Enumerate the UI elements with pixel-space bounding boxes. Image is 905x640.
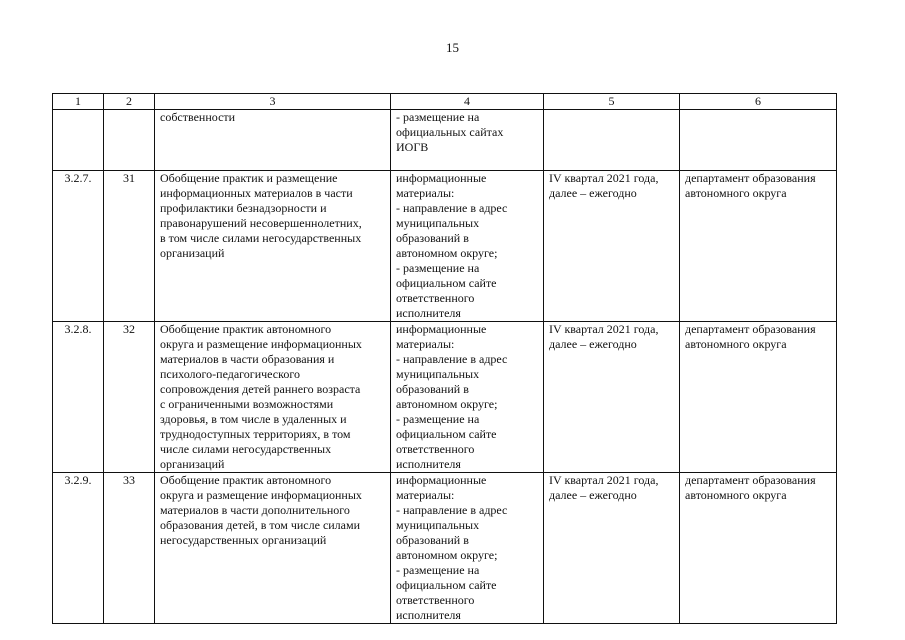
cell-responsible bbox=[680, 171, 837, 322]
cell-line: здоровья, в том числе в удаленных и bbox=[160, 412, 347, 426]
cell-form bbox=[391, 473, 544, 624]
cell-line: исполнителя bbox=[396, 306, 461, 320]
cell-line: материалов в части образования и bbox=[160, 352, 335, 366]
cell-line: материалы: bbox=[396, 337, 455, 351]
cell-line: - направление в адрес bbox=[396, 503, 508, 517]
cell-line: официальных сайтах bbox=[396, 125, 504, 139]
cell-line: информационных материалов в части bbox=[160, 186, 353, 200]
cell-line: официальном сайте bbox=[396, 276, 497, 290]
cell-line: IV квартал 2021 года, bbox=[549, 322, 659, 336]
cell-term bbox=[544, 110, 680, 171]
cell-line: правонарушений несовершеннолетних, bbox=[160, 216, 362, 230]
cell-line: ответственного bbox=[396, 291, 475, 305]
table-row bbox=[53, 473, 837, 624]
measures-table bbox=[52, 93, 837, 624]
cell-term bbox=[544, 473, 680, 624]
cell-line: округа и размещение информационных bbox=[160, 488, 362, 502]
cell-form bbox=[391, 171, 544, 322]
cell-code: 3.2.7. bbox=[53, 171, 104, 322]
cell-line: негосударственных организаций bbox=[160, 533, 327, 547]
cell-line: автономного округа bbox=[685, 337, 787, 351]
cell-num: 31 bbox=[104, 171, 155, 322]
cell-line: ИОГВ bbox=[396, 140, 429, 154]
cell-line: труднодоступных территориях, в том bbox=[160, 427, 351, 441]
cell-line: - направление в адрес bbox=[396, 352, 508, 366]
cell-line: IV квартал 2021 года, bbox=[549, 171, 659, 185]
cell-line: материалов в части дополнительного bbox=[160, 503, 350, 517]
cell-line: сопровождения детей раннего возраста bbox=[160, 382, 361, 396]
cell-description bbox=[155, 322, 391, 473]
cell-line: образования детей, в том числе силами bbox=[160, 518, 361, 532]
cell-description bbox=[155, 110, 391, 171]
cell-description bbox=[155, 473, 391, 624]
cell-form bbox=[391, 322, 544, 473]
cell-responsible bbox=[680, 322, 837, 473]
cell-line: автономного округа bbox=[685, 488, 787, 502]
cell-line: автономного округа bbox=[685, 186, 787, 200]
cell-code: 3.2.8. bbox=[53, 322, 104, 473]
cell-line: в том числе силами негосударственных bbox=[160, 231, 362, 245]
cell-line: - направление в адрес bbox=[396, 201, 508, 215]
cell-line: - размещение на bbox=[396, 261, 480, 275]
cell-line: Обобщение практик автономного bbox=[160, 473, 332, 487]
cell-line: далее – ежегодно bbox=[549, 337, 637, 351]
cell-line: официальном сайте bbox=[396, 578, 497, 592]
cell-line: Обобщение практик автономного bbox=[160, 322, 332, 336]
cell-line: ответственного bbox=[396, 442, 475, 456]
cell-line: психолого-педагогического bbox=[160, 367, 300, 381]
cell-line: исполнителя bbox=[396, 608, 461, 622]
cell-line: образований в bbox=[396, 533, 469, 547]
cell-line: автономном округе; bbox=[396, 548, 498, 562]
cell-line: образований в bbox=[396, 382, 469, 396]
cell-line: муниципальных bbox=[396, 367, 480, 381]
cell-line: информационные bbox=[396, 322, 487, 336]
cell-responsible bbox=[680, 110, 837, 171]
cell-line: информационные bbox=[396, 473, 487, 487]
cell-term bbox=[544, 322, 680, 473]
header-col-3: 3 bbox=[155, 94, 391, 110]
cell-line: с ограниченными возможностями bbox=[160, 397, 334, 411]
cell-line: организаций bbox=[160, 457, 225, 471]
cell-num bbox=[104, 110, 155, 171]
cell-line: организаций bbox=[160, 246, 225, 260]
cell-line: - размещение на bbox=[396, 563, 480, 577]
cell-line: автономном округе; bbox=[396, 246, 498, 260]
table-row bbox=[53, 322, 837, 473]
cell-num: 33 bbox=[104, 473, 155, 624]
cell-line: информационные bbox=[396, 171, 487, 185]
cell-line: далее – ежегодно bbox=[549, 488, 637, 502]
cell-line: профилактики безнадзорности и bbox=[160, 201, 327, 215]
cell-line: автономном округе; bbox=[396, 397, 498, 411]
cell-line: Обобщение практик и размещение bbox=[160, 171, 338, 185]
cell-line: департамент образования bbox=[685, 322, 816, 336]
cell-line: департамент образования bbox=[685, 473, 816, 487]
page-number: 15 bbox=[446, 40, 459, 55]
cell-line: официальном сайте bbox=[396, 427, 497, 441]
table-row-continuation bbox=[53, 110, 837, 171]
cell-line: числе силами негосударственных bbox=[160, 442, 332, 456]
header-col-1: 1 bbox=[53, 94, 104, 110]
cell-line: округа и размещение информационных bbox=[160, 337, 362, 351]
cell-responsible bbox=[680, 473, 837, 624]
cell-line: образований в bbox=[396, 231, 469, 245]
cell-num: 32 bbox=[104, 322, 155, 473]
cell-line: ответственного bbox=[396, 593, 475, 607]
header-col-5: 5 bbox=[544, 94, 680, 110]
header-col-6: 6 bbox=[680, 94, 837, 110]
table-row bbox=[53, 171, 837, 322]
header-col-4: 4 bbox=[391, 94, 544, 110]
header-col-2: 2 bbox=[104, 94, 155, 110]
cell-line: далее – ежегодно bbox=[549, 186, 637, 200]
cell-line: муниципальных bbox=[396, 518, 480, 532]
cell-code: 3.2.9. bbox=[53, 473, 104, 624]
cell-line: департамент образования bbox=[685, 171, 816, 185]
cell-line: - размещение на bbox=[396, 412, 480, 426]
cell-line: исполнителя bbox=[396, 457, 461, 471]
cell-line: материалы: bbox=[396, 186, 455, 200]
cell-form bbox=[391, 110, 544, 171]
header-row bbox=[53, 94, 837, 110]
cell-line: собственности bbox=[160, 110, 236, 124]
cell-line: IV квартал 2021 года, bbox=[549, 473, 659, 487]
cell-line: муниципальных bbox=[396, 216, 480, 230]
cell-code bbox=[53, 110, 104, 171]
cell-line: материалы: bbox=[396, 488, 455, 502]
cell-term bbox=[544, 171, 680, 322]
cell-description bbox=[155, 171, 391, 322]
cell-line: - размещение на bbox=[396, 110, 480, 124]
